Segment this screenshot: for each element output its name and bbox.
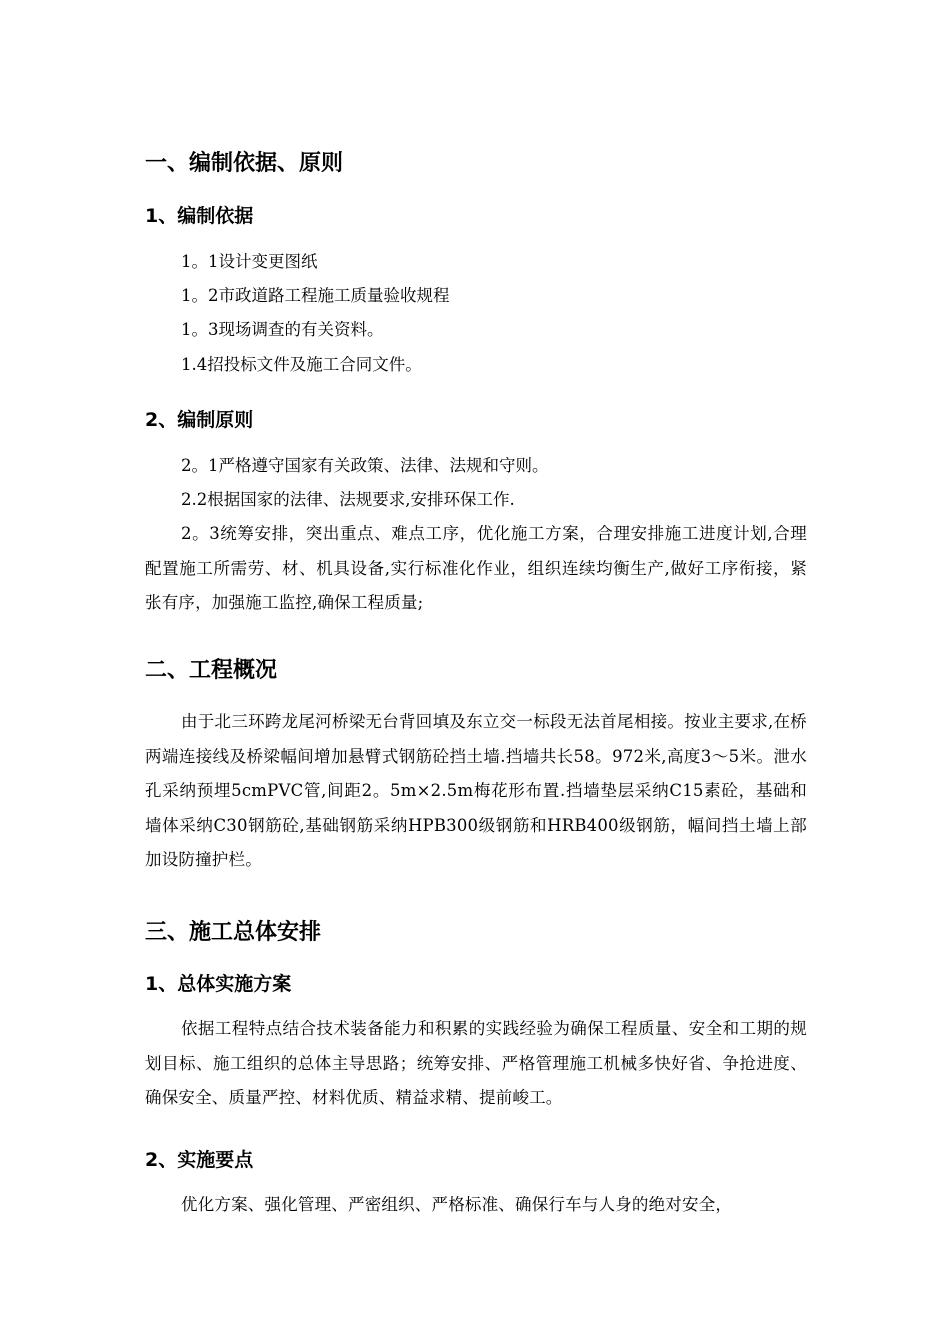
basis-item-4: 1.4招投标文件及施工合同文件。 <box>181 355 422 374</box>
basis-item-1: 1。1设计变更图纸 <box>181 252 318 271</box>
principle-paragraph-3: 2。3统筹安排，突出重点、难点工序，优化施工方案，合理安排施工进度计划,合理配置施工所需劳、材、机具设备,实行标准化作业，组织连续均衡生产,做好工序衔接，紧张有序，加强施工监控,确保工程质量; <box>145 524 807 612</box>
principle-item-1: 2。1严格遵守国家有关政策、法律、法规和守则。 <box>181 456 549 475</box>
basis-item-3: 1。3现场调查的有关资料。 <box>181 320 384 339</box>
overview-paragraph: 由于北三环跨龙尾河桥梁无台背回填及东立交一标段无法首尾相接。按业主要求,在桥两端连接线及桥梁幅间增加悬臂式钢筋砼挡土墙.挡墙共长58。972米,高度3～5米。泄水孔采纳预埋5cmPVC管,间距2。5m×2.5m梅花形布置.挡墙垫层采纳C15素砼，基础和墙体采纳C30钢筋砼,基础钢筋采纳HPB300级钢筋和HRB400级钢筋，幅间挡土墙上部加设防撞护栏。 <box>145 712 807 869</box>
section-3-1-heading: 1、总体实施方案 <box>145 973 292 995</box>
basis-item-2: 1。2市政道路工程施工质量验收规程 <box>181 286 450 305</box>
section-3-heading: 三、施工总体安排 <box>145 920 322 945</box>
section-1-2-heading: 2、编制原则 <box>145 409 254 431</box>
section-1-1-heading: 1、编制依据 <box>145 205 254 227</box>
key-points-paragraph: 优化方案、强化管理、严密组织、严格标准、确保行车与人身的绝对安全， <box>181 1195 733 1214</box>
section-1-heading: 一、编制依据、原则 <box>145 151 344 176</box>
principle-item-2: 2.2根据国家的法律、法规要求,安排环保工作. <box>181 490 515 509</box>
section-3-2-heading: 2、实施要点 <box>145 1149 254 1171</box>
section-2-heading: 二、工程概况 <box>145 658 278 683</box>
plan-paragraph: 依据工程特点结合技术装备能力和积累的实践经验为确保工程质量、安全和工期的规划目标、施工组织的总体主导思路；统筹安排、严格管理施工机械多快好省、争抢进度、确保安全、质量严控、材料优质、精益求精、提前峻工。 <box>145 1019 807 1107</box>
